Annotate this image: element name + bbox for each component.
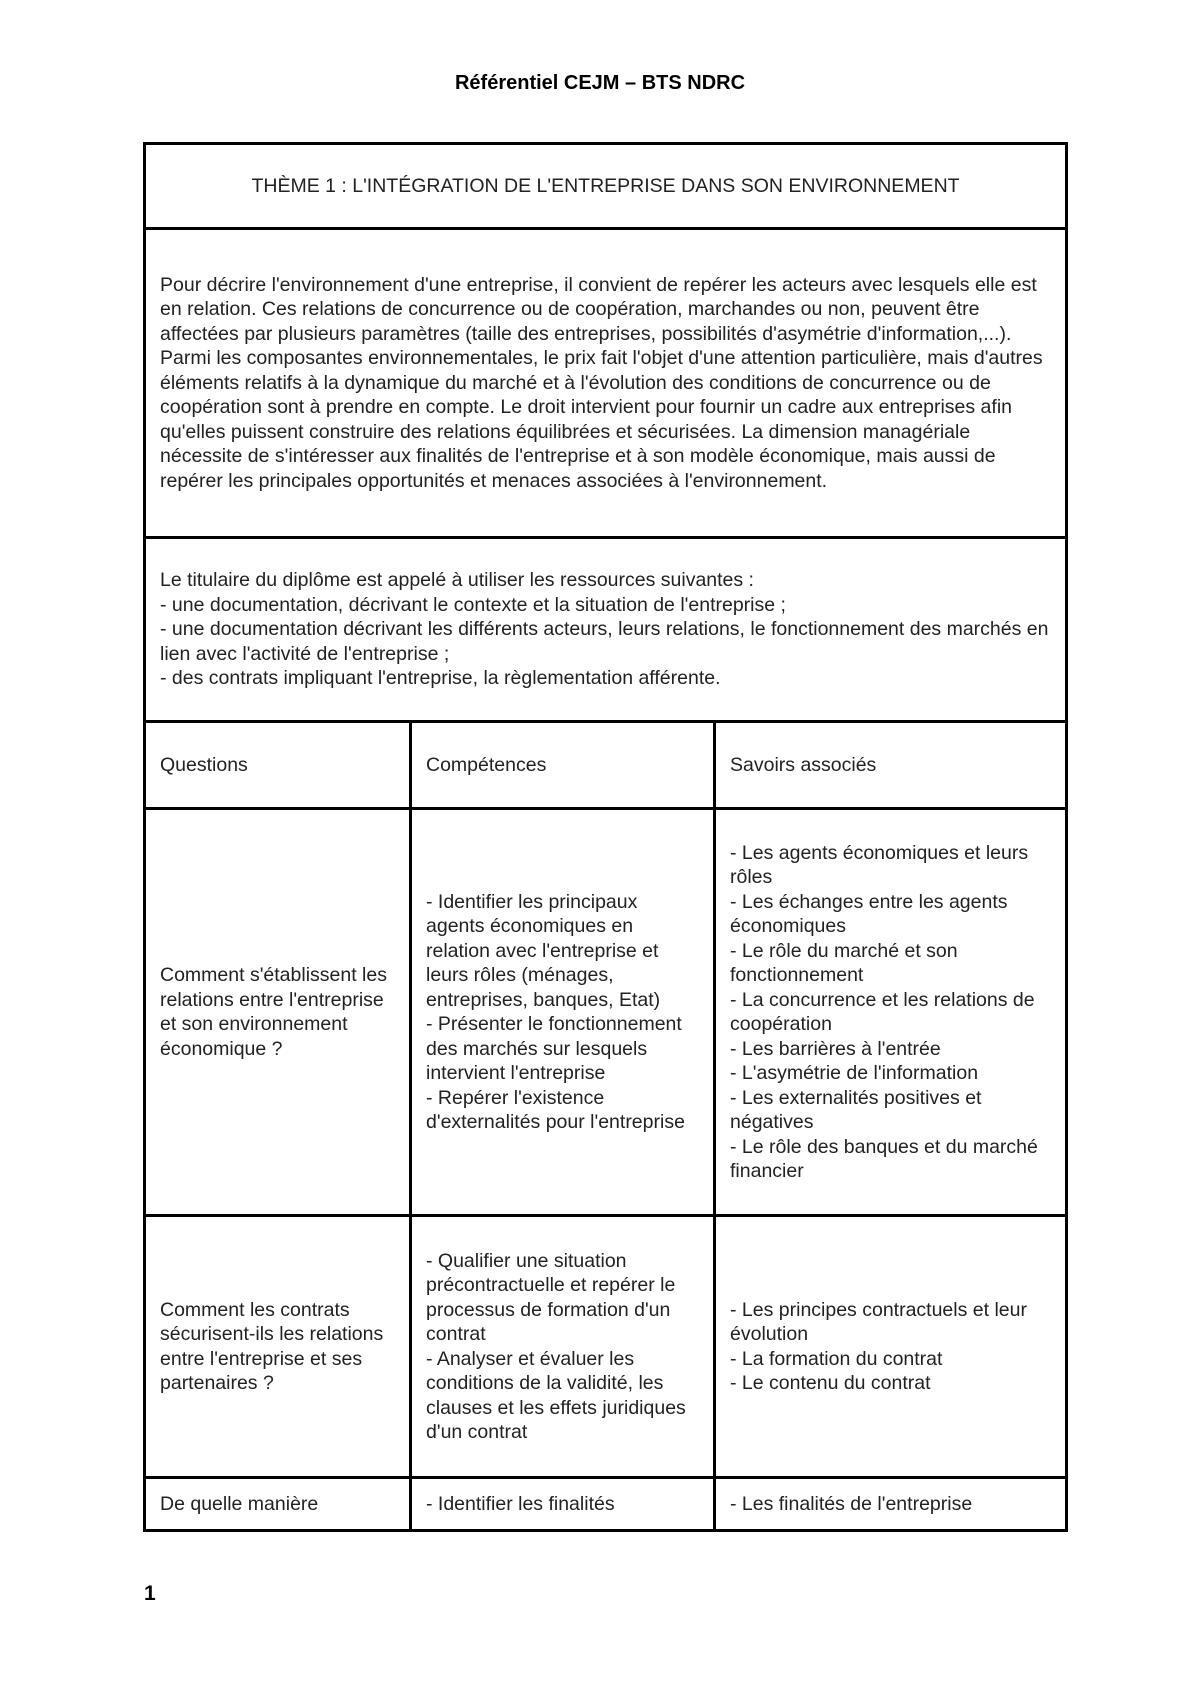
competences-cell xyxy=(411,1478,715,1531)
competence-item: - Qualifier une situation précontractuelle et repérer le processus de formation d'un contrat xyxy=(426,1249,676,1345)
resources-line: Le titulaire du diplôme est appelé à utiliser les ressources suivantes : xyxy=(160,569,754,592)
question-text: Comment s'établissent les relations entre l'entreprise et son environnement économique ? xyxy=(160,964,387,1060)
savoir-item: - La formation du contrat xyxy=(730,1347,943,1370)
savoir-item: - Le contenu du contrat xyxy=(730,1372,931,1394)
savoir-item: - Les externalités positives et négatives xyxy=(730,1086,982,1133)
table-row xyxy=(145,1216,1067,1478)
savoir-item: - Les finalités de l'entreprise xyxy=(730,1492,973,1515)
competences-cell xyxy=(411,809,715,1216)
resources-line: - une documentation décrivant les différents acteurs, leurs relations, le fonctionnement des marchés en lien avec l'activité de l'entreprise ; xyxy=(160,618,1049,665)
savoir-item: - Le rôle des banques et du marché financier xyxy=(730,1135,1038,1182)
document-title: Référentiel CEJM – BTS NDRC xyxy=(454,72,746,94)
resources-line: - des contrats impliquant l'entreprise, la règlementation afférente. xyxy=(160,667,721,690)
savoir-item: - La concurrence et les relations de coopération xyxy=(730,988,1035,1035)
intro-cell xyxy=(145,229,1067,538)
savoir-item: - Le rôle du marché et son fonctionnement xyxy=(730,939,958,986)
theme-title-cell xyxy=(145,144,1067,229)
savoir-item: - Les principes contractuels et leur évolution xyxy=(730,1298,1027,1345)
page-number: 1 xyxy=(144,1582,156,1605)
competence-item: - Présenter le fonctionnement des marchés sur lesquels intervient l'entreprise xyxy=(426,1013,682,1084)
table-row xyxy=(145,809,1067,1216)
savoir-item: - Les barrières à l'entrée xyxy=(730,1037,941,1060)
table-row xyxy=(145,1478,1067,1531)
question-cell xyxy=(145,809,411,1216)
competence-item: - Identifier les finalités xyxy=(426,1492,615,1515)
competence-item: - Repérer l'existence d'externalités pour l'entreprise xyxy=(426,1086,685,1133)
question-cell xyxy=(145,1216,411,1478)
competences-cell xyxy=(411,1216,715,1478)
theme-title: THÈME 1 : L'INTÉGRATION DE L'ENTREPRISE DANS SON ENVIRONNEMENT xyxy=(251,174,960,197)
intro-text: Pour décrire l'environnement d'une entreprise, il convient de repérer les acteurs avec lesquels elle est en relation. Ces relations de concurrence ou de coopération, marchandes ou non, peuvent être affectées par plusieurs paramètres (taille des entreprises, possibilités d'asymétrie d'information,...). Parmi les composantes environnementales, le prix fait l'objet d'une attention particulière, mais d'autres éléments relatifs à la dynamique du marché et à l'évolution des conditions de concurrence ou de coopération sont à prendre en compte. Le droit intervient pour fournir un cadre aux entreprises afin qu'elles puissent construire des relations équilibrées et sécurisées. La dimension managériale nécessite de s'intéresser aux finalités de l'entreprise et à son modèle économique, mais aussi de repérer les principales opportunités et menaces associées à l'environnement. xyxy=(160,273,1043,492)
savoir-item: - L'asymétrie de l'information xyxy=(730,1062,979,1084)
savoirs-cell xyxy=(715,1216,1067,1478)
savoirs-cell xyxy=(715,1478,1067,1531)
column-header-competences: Compétences xyxy=(411,722,715,809)
column-header-savoirs: Savoirs associés xyxy=(715,722,1067,809)
referential-table xyxy=(143,142,1068,1532)
competence-item: - Analyser et évaluer les conditions de la validité, les clauses et les effets juridiques d'un contrat xyxy=(426,1347,686,1443)
column-header-questions: Questions xyxy=(145,722,411,809)
savoir-item: - Les échanges entre les agents économiques xyxy=(730,890,1008,937)
question-cell xyxy=(145,1478,411,1531)
savoirs-cell xyxy=(715,809,1067,1216)
question-text: De quelle manière xyxy=(160,1492,319,1515)
resources-cell xyxy=(145,538,1067,722)
resources-line: - une documentation, décrivant le contexte et la situation de l'entreprise ; xyxy=(160,593,786,616)
savoir-item: - Les agents économiques et leurs rôles xyxy=(730,841,1029,888)
competence-item: - Identifier les principaux agents économiques en relation avec l'entreprise et leurs rôles (ménages, entreprises, banques, Etat) xyxy=(426,890,661,1011)
question-text: Comment les contrats sécurisent-ils les relations entre l'entreprise et ses partenaires ? xyxy=(160,1298,384,1394)
